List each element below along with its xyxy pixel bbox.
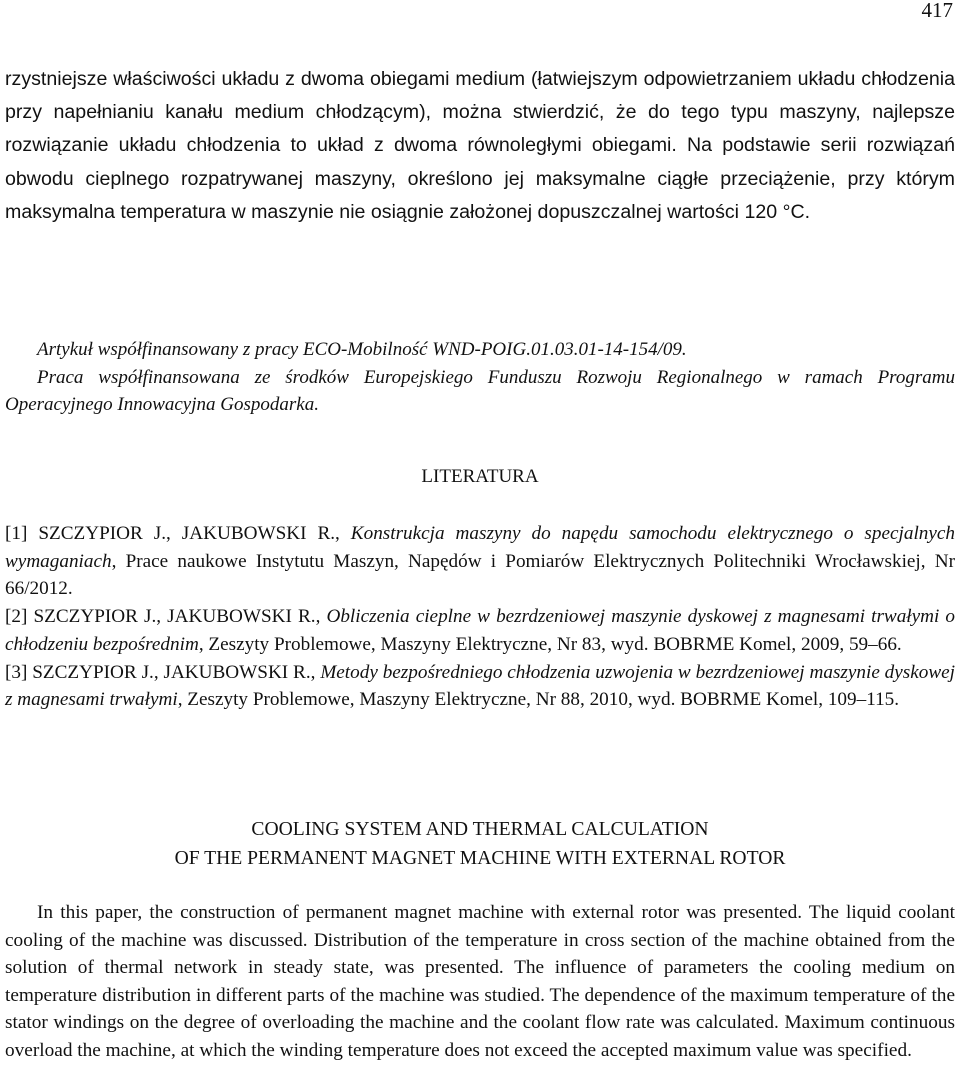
reference-item: [2] SZCZYPIOR J., JAKUBOWSKI R., Obliczenia cieplne w bezrdzeniowej maszynie dyskowej z magnesami trwałymi o chłodzeniu bezpośrednim, Zeszyty Problemowe, Maszyny Elektryczne, Nr 83, wyd. BOBRME Komel, 2009, 59–66. (5, 606, 956, 655)
reference-title: Obliczenia cieplne w bezrdzeniowej maszynie dyskowej z magnesami trwałymi o chłodzeniu bezpośrednim (5, 606, 956, 655)
reference-authors: SZCZYPIOR J., JAKUBOWSKI R. (32, 661, 311, 683)
abstract: In this paper, the construction of permanent magnet machine with external rotor was presented. The liquid coolant cooling of the machine was discussed. Distribution of the temperature in cross section of the machine obtained from the solution of thermal network in steady state, was presented. The influence of parameters the cooling medium on temperature distribution in different parts of the machine was studied. The dependence of the maximum temperature of the stator windings on the degree of overloading the machine and the coolant flow rate was calculated. Maximum continuous overload the machine, at which the winding temperature does not exceed the accepted maximum value was specified. (5, 902, 955, 1061)
reference-label: [2] (5, 606, 28, 628)
reference-label: [1] (5, 523, 28, 544)
page-number: 417 (921, 0, 953, 22)
english-title-line-2: OF THE PERMANENT MAGNET MACHINE WITH EXTERNAL ROTOR (174, 848, 786, 869)
reference-title: Konstrukcja maszyny do napędu samochodu elektrycznego o specjalnych wymaganiach (5, 523, 955, 572)
literature-heading: LITERATURA (421, 466, 539, 487)
reference-authors: SZCZYPIOR J., JAKUBOWSKI R. (33, 606, 316, 628)
english-title-line-1: COOLING SYSTEM AND THERMAL CALCULATION (251, 819, 709, 840)
acknowledgement-line-1: Artykuł współfinansowany z pracy ECO-Mobilność WND-POIG.01.03.01-14-154/09. (37, 339, 687, 360)
reference-label: [3] (5, 661, 28, 683)
reference-item: [1] SZCZYPIOR J., JAKUBOWSKI R., Konstrukcja maszyny do napędu samochodu elektrycznego o specjalnych wymaganiach, Prace naukowe Instytutu Maszyn, Napędów i Pomiarów Elektrycznych Politechniki Wrocławskiej, Nr 66/2012. (5, 523, 955, 600)
reference-item: [3] SZCZYPIOR J., JAKUBOWSKI R., Metody bezpośredniego chłodzenia uzwojenia w bezrdzeniowej maszynie dyskowej z magnesami trwałymi, Zeszyty Problemowe, Maszyny Elektryczne, Nr 88, 2010, wyd. BOBRME Komel, 109–115. (5, 661, 956, 711)
reference-title: Metody bezpośredniego chłodzenia uzwojenia w bezrdzeniowej maszynie dyskowej z magnesami trwałymi (5, 661, 956, 711)
english-title (0, 815, 960, 873)
reference-authors: SZCZYPIOR J., JAKUBOWSKI R. (38, 523, 336, 544)
reference-source: Zeszyty Problemowe, Maszyny Elektryczne, Nr 88, 2010, wyd. BOBRME Komel, 109–115. (187, 689, 900, 711)
reference-source: Zeszyty Problemowe, Maszyny Elektryczne, Nr 83, wyd. BOBRME Komel, 2009, 59–66. (208, 633, 902, 655)
reference-source: Prace naukowe Instytutu Maszyn, Napędów i Pomiarów Elektrycznych Politechniki Wrocławskiej, Nr 66/2012. (5, 550, 955, 600)
acknowledgement-line-2: Praca współfinansowana ze środków Europejskiego Funduszu Rozwoju Regionalnego w ramach Programu Operacyjnego Innowacyjna Gospodarka. (5, 366, 955, 415)
body-paragraph: rzystniejsze właściwości układu z dwoma obiegami medium (łatwiejszym odpowietrzaniem układu chłodzenia przy napełnianiu kanału medium chłodzącym), można stwierdzić, że do tego typu maszyny, najlepsze rozwiązanie układu chłodzenia to układ z dwoma równoległymi obiegami. Na podstawie serii rozwiązań obwodu cieplnego rozpatrywanej maszyny, określono jej maksymalne ciągłe przeciążenie, przy którym maksymalna temperatura w maszynie nie osiągnie założonej dopuszczalnej wartości 120 °C. (5, 68, 955, 223)
references-list (5, 520, 955, 714)
acknowledgement (5, 336, 955, 419)
